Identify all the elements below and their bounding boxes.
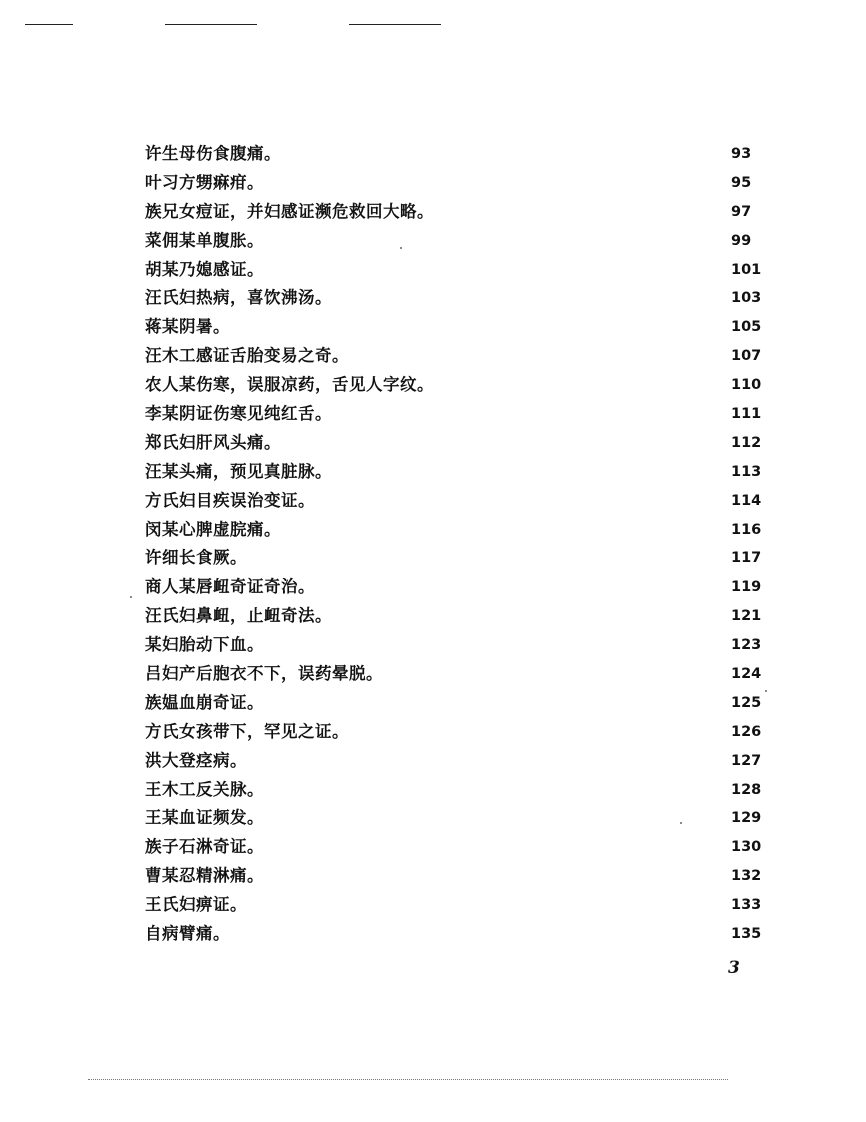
- entry-title: 汪氏妇热病，喜饮沸汤。: [145, 288, 332, 308]
- toc-entry: [145, 891, 765, 920]
- entry-title: 汪木工感证舌胎变易之奇。: [145, 346, 349, 366]
- entry-page-number: 132: [731, 868, 762, 885]
- scan-speck: [400, 247, 402, 249]
- toc-entry: [145, 660, 765, 689]
- entry-title: 许生母伤食腹痛。: [145, 144, 281, 163]
- entry-page-number: 114: [731, 492, 762, 509]
- top-rule-middle: [165, 24, 257, 25]
- toc-entry: [145, 198, 765, 227]
- entry-page-number: 124: [731, 666, 762, 683]
- entry-page-number: 127: [731, 752, 762, 769]
- entry-title: 汪某头痛，预见真脏脉。: [145, 461, 332, 481]
- entry-title: 族媪血崩奇证。: [145, 692, 264, 712]
- scan-speck: [680, 822, 682, 824]
- entry-page-number: 110: [731, 377, 762, 394]
- toc-entry: [145, 400, 765, 429]
- entry-title: 洪大登痉病。: [145, 750, 247, 770]
- entry-page-number: 112: [731, 434, 762, 451]
- toc-entry: [145, 256, 765, 285]
- toc-entry: [145, 602, 765, 631]
- toc-entry: [145, 140, 765, 169]
- entry-title: 方氏女孩带下，罕见之证。: [145, 721, 349, 741]
- toc-entry: [145, 776, 765, 805]
- entry-page-number: 128: [731, 781, 762, 798]
- entry-page-number: 101: [731, 261, 762, 278]
- entry-title: 王某血证频发。: [145, 808, 264, 828]
- entry-title: 胡某乃媳感证。: [145, 259, 264, 279]
- entry-page-number: 125: [731, 694, 762, 711]
- entry-title: 蒋某阴暑。: [145, 317, 230, 337]
- bottom-scan-artifact: [88, 1079, 728, 1080]
- entry-title: 农人某伤寒，误服凉药，舌见人字纹。: [145, 375, 434, 395]
- toc-entry: [145, 631, 765, 660]
- entry-title: 曹某忍精淋痛。: [145, 866, 264, 886]
- entry-page-number: 97: [731, 203, 752, 220]
- entry-page-number: 123: [731, 637, 762, 654]
- entry-title: 郑氏妇肝风头痛。: [145, 432, 281, 452]
- entry-title: 吕妇产后胞衣不下，误药晕脱。: [145, 664, 383, 684]
- table-of-contents: [145, 140, 765, 949]
- toc-entry: [145, 516, 765, 545]
- toc-entry: [145, 862, 765, 891]
- toc-entry: [145, 371, 765, 400]
- toc-entry: [145, 689, 765, 718]
- toc-entry: [145, 169, 765, 198]
- entry-title: 自病臂痛。: [145, 924, 230, 944]
- toc-entry: [145, 458, 765, 487]
- entry-title: 李某阴证伤寒见纯红舌。: [145, 404, 332, 424]
- page-number: 3: [728, 958, 740, 978]
- entry-page-number: 119: [731, 579, 762, 596]
- entry-page-number: 113: [731, 463, 762, 480]
- toc-entry: [145, 804, 765, 833]
- entry-title: 方氏妇目疾误治变证。: [145, 490, 315, 510]
- entry-title: 叶习方甥痳疳。: [145, 172, 264, 192]
- entry-page-number: 121: [731, 608, 762, 625]
- toc-entry: [145, 833, 765, 862]
- entry-title: 王木工反关脉。: [145, 779, 264, 799]
- entry-title: 汪氏妇鼻衄，止衄奇法。: [145, 606, 332, 626]
- entry-page-number: 116: [731, 521, 762, 538]
- entry-page-number: 133: [731, 897, 762, 914]
- toc-entry: [145, 313, 765, 342]
- toc-entry: [145, 284, 765, 313]
- entry-title: 闵某心脾虚脘痛。: [145, 519, 281, 539]
- entry-page-number: 99: [731, 232, 752, 249]
- entry-title: 许细长食厥。: [145, 548, 247, 568]
- toc-entry: [145, 747, 765, 776]
- top-rule-left: [25, 24, 73, 25]
- toc-entry: [145, 573, 765, 602]
- entry-title: 某妇胎动下血。: [145, 635, 264, 655]
- entry-page-number: 95: [731, 174, 752, 191]
- top-rule-right: [349, 24, 441, 25]
- entry-page-number: 135: [731, 926, 762, 943]
- scan-speck: [765, 690, 767, 692]
- entry-title: 商人某唇衄奇证奇治。: [145, 577, 315, 597]
- toc-entry: [145, 227, 765, 256]
- entry-page-number: 111: [731, 406, 762, 423]
- toc-entry: [145, 487, 765, 516]
- entry-page-number: 129: [731, 810, 762, 827]
- entry-page-number: 105: [731, 319, 762, 336]
- toc-entry: [145, 920, 765, 949]
- toc-entry: [145, 429, 765, 458]
- entry-title: 族子石淋奇证。: [145, 837, 264, 857]
- toc-entry: [145, 544, 765, 573]
- entry-title: 族兄女痘证，并妇感证濒危救回大略。: [145, 201, 434, 221]
- entry-page-number: 107: [731, 348, 762, 365]
- scan-speck: [130, 596, 132, 598]
- entry-title: 菜佣某单腹胀。: [145, 230, 264, 250]
- toc-entry: [145, 718, 765, 747]
- entry-title: 王氏妇痹证。: [145, 895, 247, 915]
- entry-page-number: 93: [731, 146, 752, 162]
- toc-entry: [145, 342, 765, 371]
- entry-page-number: 117: [731, 550, 762, 567]
- entry-page-number: 130: [731, 839, 762, 856]
- entry-page-number: 103: [731, 290, 762, 307]
- entry-page-number: 126: [731, 723, 762, 740]
